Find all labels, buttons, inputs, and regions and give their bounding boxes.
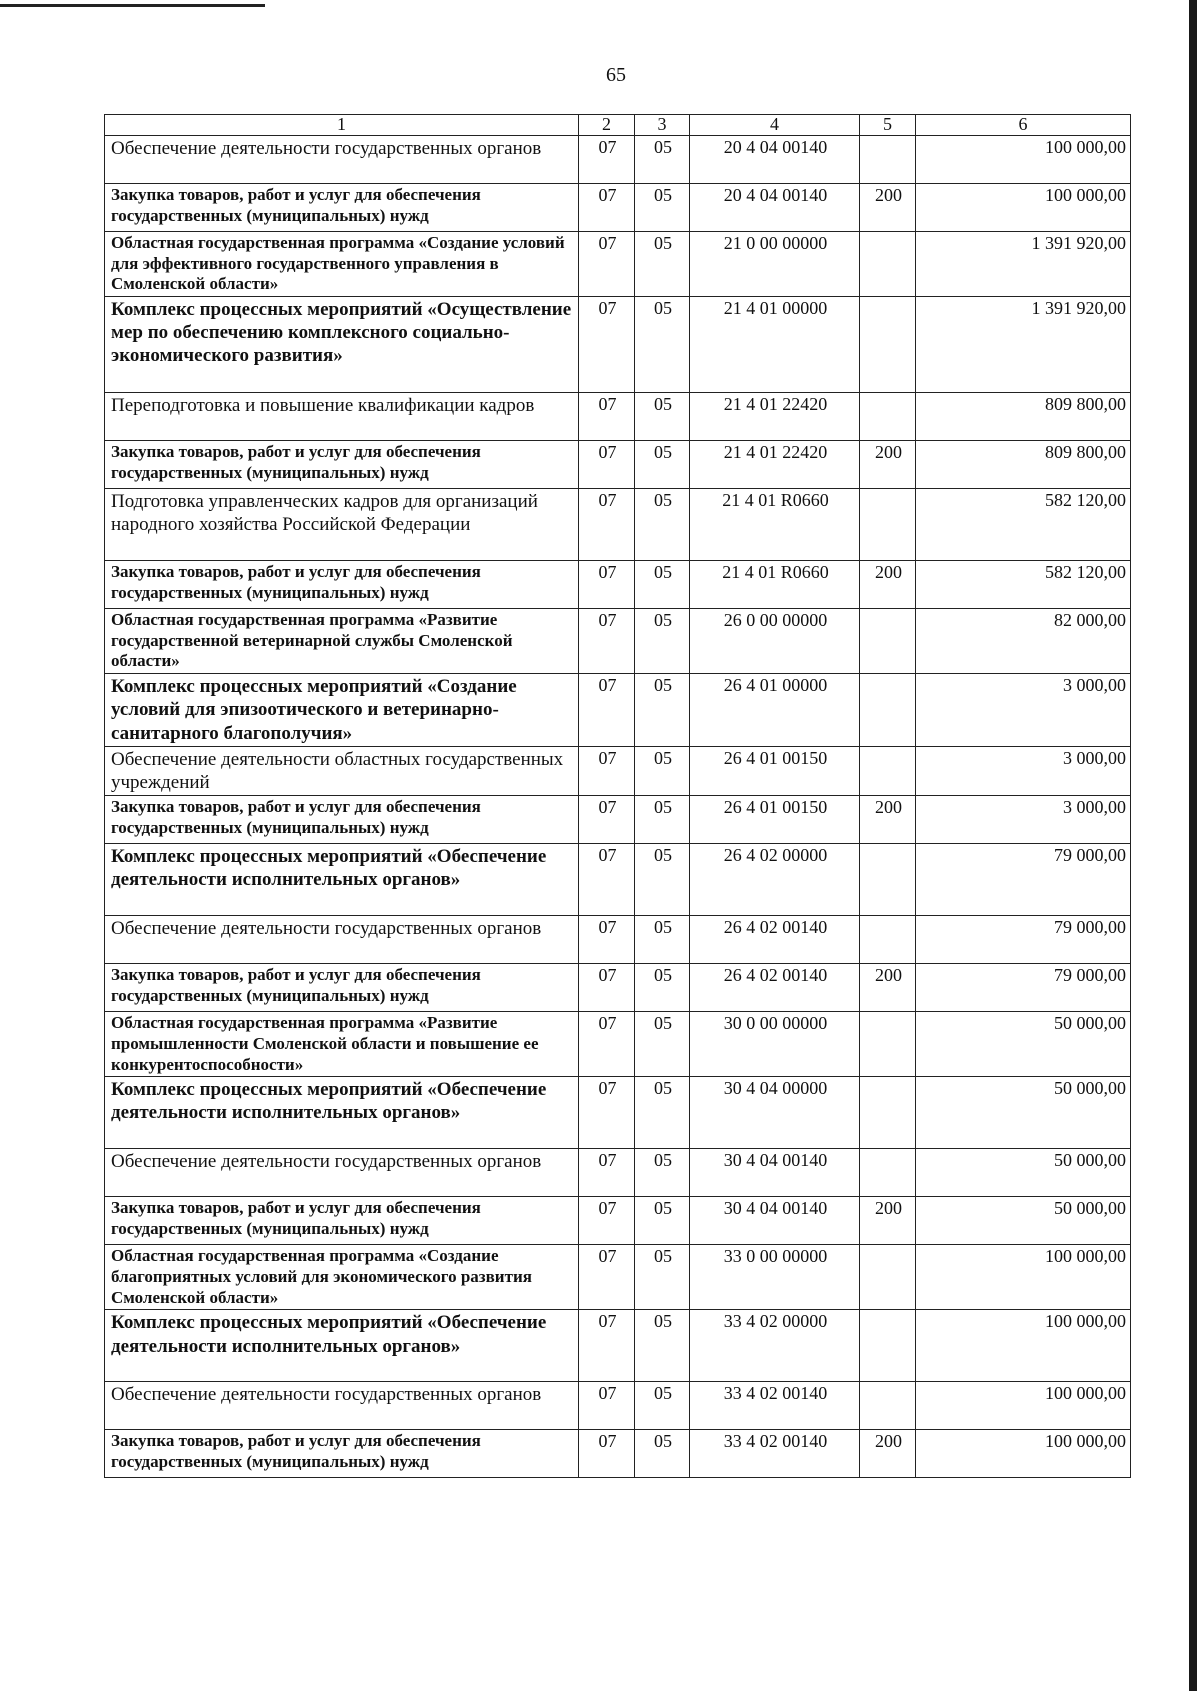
row-section-code: 07 [579,964,635,1012]
row-description: Переподготовка и повышение квалификации кадров [105,393,579,441]
row-expense-type-code [860,297,916,393]
row-amount: 100 000,00 [916,183,1131,231]
row-amount: 82 000,00 [916,609,1131,674]
row-target-article-code: 26 4 02 00140 [690,916,860,964]
row-target-article-code: 21 4 01 R0660 [690,489,860,561]
row-expense-type-code [860,844,916,916]
row-expense-type-code [860,609,916,674]
row-description: Обеспечение деятельности государственных органов [105,1149,579,1197]
row-target-article-code: 26 4 01 00150 [690,796,860,844]
row-target-article-code: 21 4 01 22420 [690,441,860,489]
row-section-code: 07 [579,1012,635,1077]
table-row [105,964,1131,1012]
row-subsection-code: 05 [635,674,690,747]
table-row [105,1077,1131,1149]
row-target-article-code: 30 4 04 00140 [690,1197,860,1245]
column-header: 6 [916,115,1131,136]
row-subsection-code: 05 [635,1012,690,1077]
row-section-code: 07 [579,674,635,747]
row-target-article-code: 21 4 01 00000 [690,297,860,393]
row-expense-type-code: 200 [860,561,916,609]
row-section-code: 07 [579,441,635,489]
row-target-article-code: 33 4 02 00000 [690,1310,860,1382]
row-expense-type-code [860,1382,916,1430]
row-section-code: 07 [579,561,635,609]
row-amount: 582 120,00 [916,561,1131,609]
row-subsection-code: 05 [635,183,690,231]
row-subsection-code: 05 [635,489,690,561]
row-section-code: 07 [579,1197,635,1245]
column-header: 5 [860,115,916,136]
row-amount: 3 000,00 [916,796,1131,844]
row-amount: 100 000,00 [916,1430,1131,1478]
column-header: 2 [579,115,635,136]
table-row [105,231,1131,296]
row-expense-type-code [860,393,916,441]
row-subsection-code: 05 [635,135,690,183]
row-subsection-code: 05 [635,746,690,795]
row-description: Обеспечение деятельности государственных органов [105,135,579,183]
row-section-code: 07 [579,135,635,183]
row-description: Комплекс процессных мероприятий «Создание условий для эпизоотического и ветеринарно-санитарного благополучия» [105,674,579,747]
table-body [105,115,1131,1478]
row-subsection-code: 05 [635,916,690,964]
table-row [105,1149,1131,1197]
row-expense-type-code [860,135,916,183]
row-description: Комплекс процессных мероприятий «Обеспечение деятельности исполнительных органов» [105,1310,579,1382]
row-section-code: 07 [579,1430,635,1478]
row-subsection-code: 05 [635,231,690,296]
scan-artifact-edge [1189,0,1197,1691]
table-row [105,796,1131,844]
table-row [105,1430,1131,1478]
row-expense-type-code [860,916,916,964]
row-section-code: 07 [579,231,635,296]
row-expense-type-code [860,1149,916,1197]
row-section-code: 07 [579,297,635,393]
row-amount: 3 000,00 [916,674,1131,747]
row-target-article-code: 21 4 01 R0660 [690,561,860,609]
row-subsection-code: 05 [635,1382,690,1430]
row-amount: 1 391 920,00 [916,297,1131,393]
row-subsection-code: 05 [635,609,690,674]
row-expense-type-code [860,1245,916,1310]
row-section-code: 07 [579,609,635,674]
row-section-code: 07 [579,183,635,231]
table-row [105,1382,1131,1430]
row-amount: 100 000,00 [916,1245,1131,1310]
row-subsection-code: 05 [635,393,690,441]
row-target-article-code: 26 4 01 00150 [690,746,860,795]
row-target-article-code: 26 0 00 00000 [690,609,860,674]
row-subsection-code: 05 [635,1149,690,1197]
row-description: Закупка товаров, работ и услуг для обеспечения государственных (муниципальных) нужд [105,964,579,1012]
row-description: Обеспечение деятельности государственных органов [105,916,579,964]
row-section-code: 07 [579,1245,635,1310]
table-row [105,1310,1131,1382]
row-expense-type-code [860,231,916,296]
row-target-article-code: 26 4 01 00000 [690,674,860,747]
row-amount: 1 391 920,00 [916,231,1131,296]
row-section-code: 07 [579,1310,635,1382]
row-amount: 50 000,00 [916,1197,1131,1245]
row-target-article-code: 21 4 01 22420 [690,393,860,441]
row-expense-type-code: 200 [860,441,916,489]
table-row [105,135,1131,183]
row-subsection-code: 05 [635,844,690,916]
row-description: Закупка товаров, работ и услуг для обеспечения государственных (муниципальных) нужд [105,1430,579,1478]
row-expense-type-code [860,1077,916,1149]
row-description: Областная государственная программа «Развитие промышленности Смоленской области и повышение ее конкурентоспособности» [105,1012,579,1077]
table-row [105,609,1131,674]
row-amount: 3 000,00 [916,746,1131,795]
page-number: 65 [606,64,626,86]
row-expense-type-code: 200 [860,1197,916,1245]
row-description: Подготовка управленческих кадров для организаций народного хозяйства Российской Федерации [105,489,579,561]
row-amount: 79 000,00 [916,844,1131,916]
row-section-code: 07 [579,746,635,795]
table-row [105,1245,1131,1310]
row-description: Обеспечение деятельности областных государственных учреждений [105,746,579,795]
row-amount: 809 800,00 [916,441,1131,489]
row-amount: 50 000,00 [916,1077,1131,1149]
row-expense-type-code: 200 [860,964,916,1012]
row-description: Закупка товаров, работ и услуг для обеспечения государственных (муниципальных) нужд [105,561,579,609]
row-subsection-code: 05 [635,964,690,1012]
row-section-code: 07 [579,796,635,844]
scan-artifact-top [0,4,265,7]
row-description: Комплекс процессных мероприятий «Осуществление мер по обеспечению комплексного социально-экономического развития» [105,297,579,393]
row-subsection-code: 05 [635,1310,690,1382]
row-target-article-code: 30 0 00 00000 [690,1012,860,1077]
row-expense-type-code: 200 [860,796,916,844]
row-amount: 79 000,00 [916,916,1131,964]
row-amount: 100 000,00 [916,135,1131,183]
table-row [105,489,1131,561]
row-expense-type-code [860,1310,916,1382]
row-target-article-code: 26 4 02 00140 [690,964,860,1012]
table-row [105,1012,1131,1077]
row-expense-type-code [860,1012,916,1077]
row-target-article-code: 30 4 04 00000 [690,1077,860,1149]
row-subsection-code: 05 [635,1077,690,1149]
table-row [105,746,1131,795]
row-section-code: 07 [579,844,635,916]
row-section-code: 07 [579,1382,635,1430]
row-description: Закупка товаров, работ и услуг для обеспечения государственных (муниципальных) нужд [105,1197,579,1245]
row-subsection-code: 05 [635,1430,690,1478]
row-amount: 809 800,00 [916,393,1131,441]
row-description: Обеспечение деятельности государственных органов [105,1382,579,1430]
row-description: Областная государственная программа «Развитие государственной ветеринарной службы Смоленской области» [105,609,579,674]
row-amount: 50 000,00 [916,1012,1131,1077]
table-row [105,561,1131,609]
row-description: Комплекс процессных мероприятий «Обеспечение деятельности исполнительных органов» [105,1077,579,1149]
row-subsection-code: 05 [635,297,690,393]
table-row [105,916,1131,964]
table-row [105,393,1131,441]
column-header: 1 [105,115,579,136]
row-section-code: 07 [579,1077,635,1149]
row-section-code: 07 [579,916,635,964]
row-description: Областная государственная программа «Создание благоприятных условий для экономического развития Смоленской области» [105,1245,579,1310]
row-amount: 100 000,00 [916,1310,1131,1382]
row-expense-type-code [860,489,916,561]
row-expense-type-code [860,746,916,795]
row-amount: 79 000,00 [916,964,1131,1012]
row-expense-type-code [860,674,916,747]
table-row [105,674,1131,747]
table-row [105,1197,1131,1245]
row-subsection-code: 05 [635,1197,690,1245]
row-description: Комплекс процессных мероприятий «Обеспечение деятельности исполнительных органов» [105,844,579,916]
row-section-code: 07 [579,1149,635,1197]
row-section-code: 07 [579,489,635,561]
column-header: 3 [635,115,690,136]
row-target-article-code: 26 4 02 00000 [690,844,860,916]
row-amount: 100 000,00 [916,1382,1131,1430]
row-target-article-code: 33 4 02 00140 [690,1430,860,1478]
row-subsection-code: 05 [635,796,690,844]
table-row [105,183,1131,231]
table-row [105,844,1131,916]
row-subsection-code: 05 [635,441,690,489]
row-description: Закупка товаров, работ и услуг для обеспечения государственных (муниципальных) нужд [105,441,579,489]
row-section-code: 07 [579,393,635,441]
row-description: Областная государственная программа «Создание условий для эффективного государственного управления в Смоленской области» [105,231,579,296]
row-target-article-code: 21 0 00 00000 [690,231,860,296]
budget-table [104,114,1131,1478]
column-header: 4 [690,115,860,136]
row-amount: 582 120,00 [916,489,1131,561]
table-header-row [105,115,1131,136]
table-row [105,297,1131,393]
row-target-article-code: 33 0 00 00000 [690,1245,860,1310]
row-amount: 50 000,00 [916,1149,1131,1197]
row-expense-type-code: 200 [860,1430,916,1478]
row-description: Закупка товаров, работ и услуг для обеспечения государственных (муниципальных) нужд [105,796,579,844]
table-row [105,441,1131,489]
row-description: Закупка товаров, работ и услуг для обеспечения государственных (муниципальных) нужд [105,183,579,231]
row-expense-type-code: 200 [860,183,916,231]
row-target-article-code: 33 4 02 00140 [690,1382,860,1430]
row-target-article-code: 30 4 04 00140 [690,1149,860,1197]
row-target-article-code: 20 4 04 00140 [690,135,860,183]
row-subsection-code: 05 [635,1245,690,1310]
row-subsection-code: 05 [635,561,690,609]
row-target-article-code: 20 4 04 00140 [690,183,860,231]
